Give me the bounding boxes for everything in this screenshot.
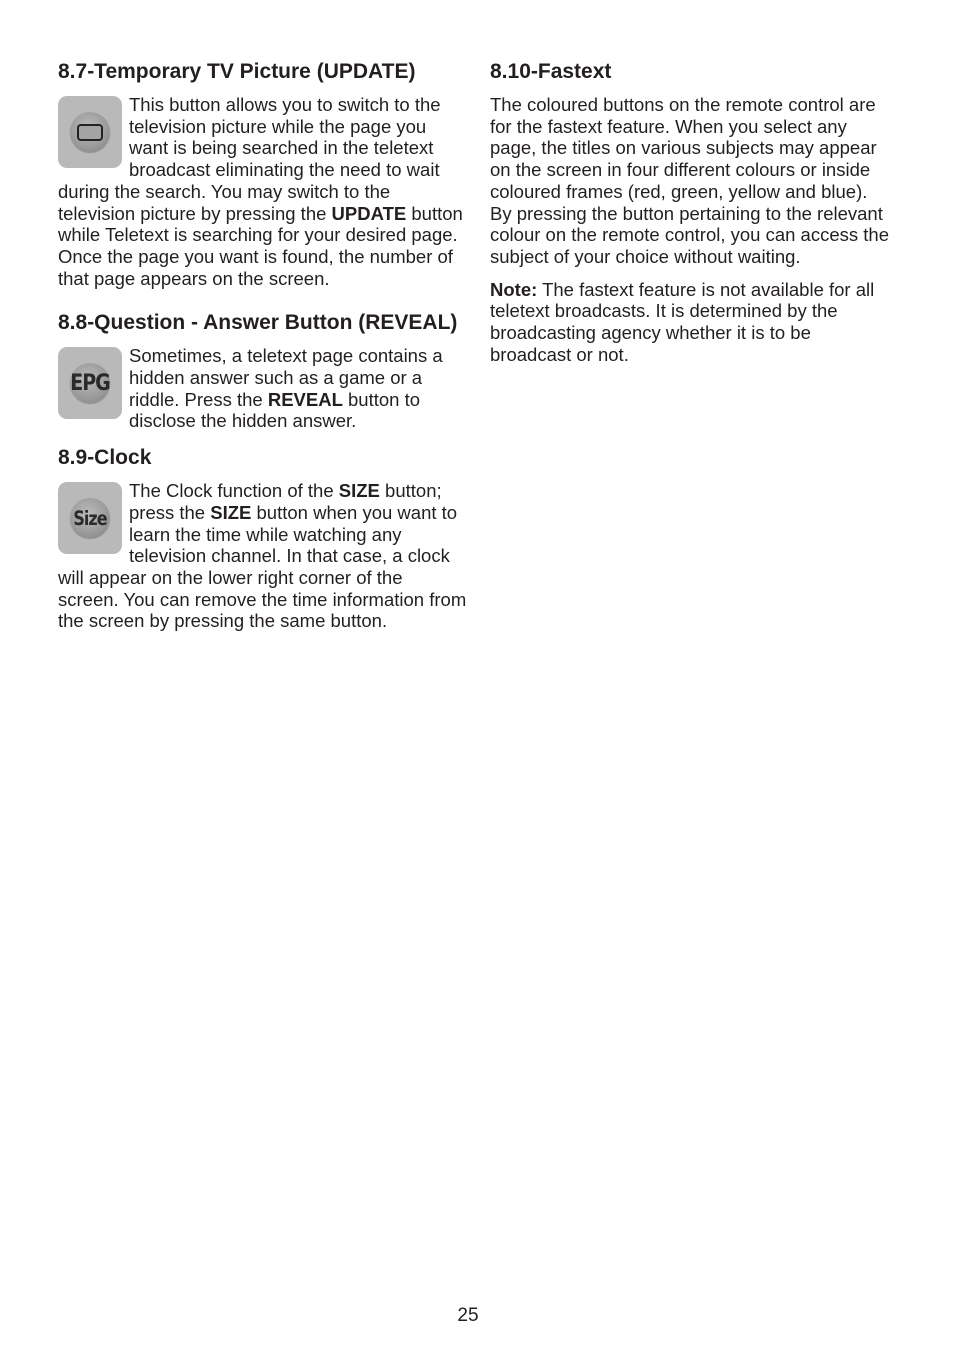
body-text: button when you want to learn the time while watching any television channel. In that case, a clock will appear on the lower right corner of the screen. You can remove the time information from the screen by pressing the same button. — [58, 501, 467, 632]
section-title-question-answer: 8.8-Question - Answer Button (REVEAL) — [58, 311, 458, 335]
page-number: 25 — [457, 1305, 479, 1326]
body-text: The Clock function of the — [129, 480, 339, 502]
tv-screen-icon — [77, 124, 103, 141]
body-text: This button allows you to switch to the television picture while the page you want is being searched in the teletext broadcast eliminating the need to wait during the search. You may switch to the television picture by pressing the — [58, 94, 441, 224]
left-column — [58, 60, 468, 632]
note-label: Note: — [490, 278, 538, 300]
update-button-icon — [58, 96, 122, 168]
size-button-circle — [70, 498, 110, 538]
section-clock — [58, 480, 468, 632]
size-button-icon — [58, 482, 122, 554]
update-button-circle — [70, 112, 110, 152]
epg-label: EPG — [70, 370, 110, 396]
section-title-clock: 8.9-Clock — [58, 446, 152, 470]
section-question-answer — [58, 345, 468, 432]
note-text: The fastext feature is not available for all teletext broadcasts. It is determined by the broadcasting agency whether it is to be broadcast or not. — [490, 278, 875, 365]
epg-button-circle — [70, 363, 110, 403]
size-keyword: SIZE — [338, 480, 380, 502]
body-text: button while Teletext is searching for your desired page. Once the page you want is found, the number of that page appears on the screen. — [58, 202, 463, 289]
size-keyword: SIZE — [210, 501, 252, 523]
size-label: Size — [73, 506, 107, 530]
update-keyword: UPDATE — [331, 202, 407, 224]
section-title-temporary-tv-picture: 8.7-Temporary TV Picture (UPDATE) — [58, 60, 416, 83]
section-title-fastext: 8.10-Fastext — [490, 60, 612, 83]
body-text: button; press the — [129, 480, 442, 523]
section-temporary-tv-picture — [58, 94, 468, 289]
body-text: button to disclose the hidden answer. — [129, 388, 421, 432]
right-column — [490, 60, 890, 365]
section-body-fastext: The coloured buttons on the remote control are for the fastext feature. When you select any page, the titles on various subjects may appear on the screen in four different colours or inside coloured frames (red, green, yellow and blue). By pressing the button pertaining to the relevant colour on the remote control, you can access the subject of your choice without waiting. — [490, 94, 889, 267]
reveal-keyword: REVEAL — [267, 388, 343, 410]
fastext-note — [490, 279, 890, 366]
body-text: Sometimes, a teletext page contains a hidden answer such as a game or a riddle. Press the — [129, 345, 443, 410]
epg-button-icon — [58, 347, 122, 419]
